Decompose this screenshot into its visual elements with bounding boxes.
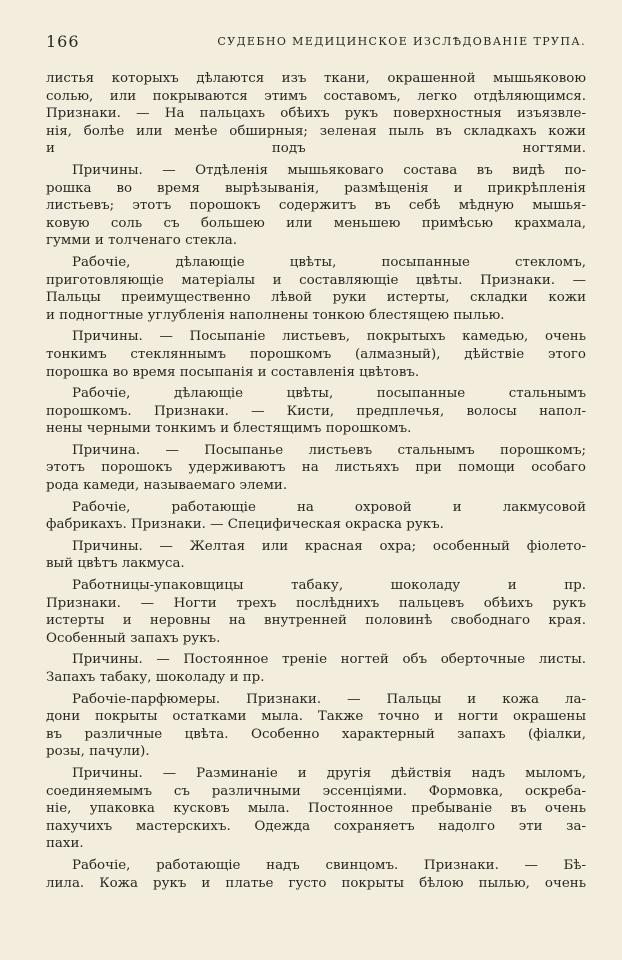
text-line: и подъ ногтями. <box>46 141 586 157</box>
text-line: соединяемымъ съ различными эссенціями. Формовка, оскребa- <box>46 783 586 799</box>
paragraph <box>46 442 586 495</box>
text-line: Особенный запахъ рукъ. <box>46 630 221 646</box>
paragraph <box>46 538 586 573</box>
text-line: Причины. — Посыпаніе листьевъ, покрытыхъ камедью, очень <box>72 329 586 345</box>
paragraph <box>46 162 586 250</box>
text-line: Причины. — Постоянное треніе ногтей объ оберточные листы. <box>72 652 586 668</box>
text-line: Работницы-упаковщицы табаку, шоколаду и пр. <box>72 578 586 594</box>
text-line: Причины. — Желтая или красная охра; особенный фіолето- <box>72 538 586 554</box>
text-line: Признаки. — На пальцахъ обѣихъ рукъ поверхностныя изъязвле- <box>46 106 586 122</box>
page-number: 166 <box>46 32 80 51</box>
paragraph <box>46 385 586 438</box>
running-head: СУДЕБНО МЕДИЦИНСКОЕ ИЗСЛѢДОВАНІЕ ТРУПА. <box>217 35 586 48</box>
text-line: этотъ порошокъ удерживаютъ на листьяхъ при помощи особаго <box>46 460 586 476</box>
page-header <box>46 32 586 56</box>
paragraph <box>46 765 586 853</box>
paragraph <box>46 70 586 158</box>
body-text <box>46 70 586 896</box>
text-line: порошкомъ. Признаки. — Кисти, предплечья, волосы напол- <box>46 403 586 419</box>
text-line: въ различные цвѣта. Особенно характерный запахъ (фіалки, <box>46 726 586 742</box>
text-line: Причины. — Отдѣленія мышьяковаго состава въ видѣ по- <box>72 162 586 178</box>
text-line: и подногтные углубленія наполнены тонкою блестящею пылью. <box>46 307 505 323</box>
text-line: рода камеди, называемаго элеми. <box>46 478 288 494</box>
paragraph <box>46 328 586 381</box>
text-line: ніе, упаковка кусковъ мыла. Постоянное пребываніе въ очень <box>46 801 586 817</box>
text-line: дони покрыты остатками мыла. Также точно и ногти окрашены <box>46 709 586 725</box>
text-line: Признаки. — Ногти трехъ послѣднихъ пальцевъ обѣихъ рукъ <box>46 595 586 611</box>
text-line: Рабочіе, работающіе надъ свинцомъ. Признаки. — Бѣ- <box>72 857 586 873</box>
text-line: порошка во время посыпанія и составленія цвѣтовъ. <box>46 364 420 380</box>
text-line: Пальцы преимущественно лѣвой руки истерты, складки кожи <box>46 290 586 306</box>
text-line: тонкимъ стекляннымъ порошкомъ (алмазный), дѣйствіе этого <box>46 346 586 362</box>
text-line: листья которыхъ дѣлаются изъ ткани, окрашенной мышьяковою <box>46 71 586 86</box>
text-line: рошка во время вырѣзыванія, размѣщенія и прикрѣпленія <box>46 180 586 196</box>
text-line: Причина. — Посыпанье листьевъ стальнымъ порошкомъ; <box>72 442 586 458</box>
text-line: пахи. <box>46 836 84 852</box>
paragraph <box>46 691 586 761</box>
text-line: фабрикахъ. Признаки. — Специфическая окраска рукъ. <box>46 517 444 533</box>
paragraph <box>46 254 586 324</box>
text-line: Запахъ табаку, шоколаду и пр. <box>46 670 265 685</box>
paragraph <box>46 651 586 686</box>
text-line: Причины. — Разминаніе и другія дѣйствія надъ мыломъ, <box>72 765 586 781</box>
text-line: нены черными тонкимъ и блестящимъ порошкомъ. <box>46 421 412 437</box>
text-line: розы, пачули). <box>46 744 150 760</box>
text-line: приготовляющіе матеріалы и составляющіе цвѣты. Признаки. — <box>46 272 586 288</box>
text-line: нія, болѣе или менѣе обширныя; зеленая пыль въ складкахъ кожи <box>46 123 586 139</box>
text-line: Рабочіе, дѣлающіе цвѣты, посыпанные стекломъ, <box>72 254 586 270</box>
text-line: Рабочіе, дѣлающіе цвѣты, посыпанные стальнымъ <box>72 386 586 402</box>
text-line: солью, или покрываются этимъ составомъ, легко отдѣляющимся. <box>46 88 586 104</box>
text-line: гумми и толченаго стекла. <box>46 233 238 249</box>
text-line: листьевъ; этотъ порошокъ содержитъ въ себѣ мѣдную мышья- <box>46 198 586 214</box>
text-line: ковую соль съ большею или меньшею примѣсью крахмала, <box>46 215 586 231</box>
text-line: истерты и неровны на внутренней половинѣ свободнаго края. <box>46 613 586 629</box>
text-line: пахучихъ мастерскихъ. Одежда сохраняетъ надолго эти за- <box>46 818 586 834</box>
text-line: Рабочіе-парфюмеры. Признаки. — Пальцы и кожа ла- <box>72 691 586 707</box>
text-line: лила. Кожа рукъ и платье густо покрыты бѣлою пылью, очень <box>46 875 586 891</box>
text-line: Рабочіе, работающіе на охровой и лакмусовой <box>72 499 586 515</box>
paragraph <box>46 577 586 647</box>
paragraph <box>46 499 586 534</box>
paragraph <box>46 857 586 892</box>
text-line: вый цвѣтъ лакмуса. <box>46 556 185 572</box>
